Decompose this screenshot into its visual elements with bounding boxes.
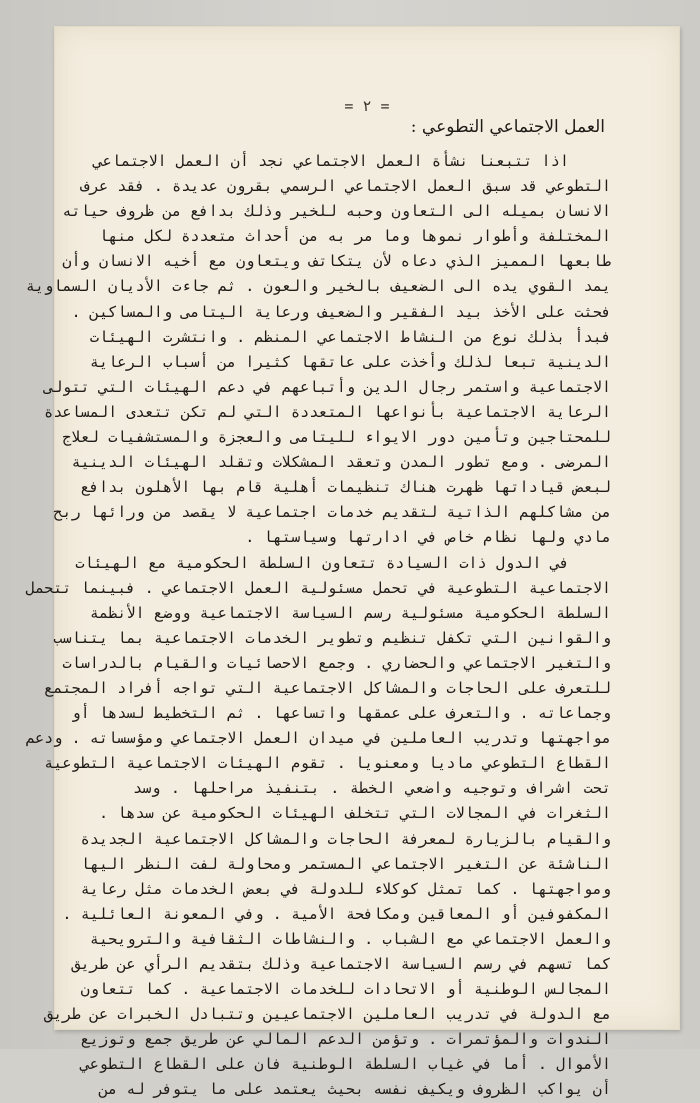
text-line: والتغير الاجتماعي والحضاري . وجمع الاحصائيات والقيام بالدراسات [62, 653, 611, 672]
text-line: المكفوفين أو المعاقين ومكافحة الأمية . وفي المعونة العائلية . [62, 904, 611, 923]
text-line: وجماعاته . والتعرف على عمقها واتساعها . ثم التخطيط لسدها أو [71, 704, 611, 723]
text-line: الاجتماعية التطوعية في تحمل مسئولية العمل الاجتماعي . فبينما تتحمل [25, 578, 611, 597]
text-line: مادي ولها نظام خاص في ادارتها وسياستها . [245, 528, 611, 547]
text-line: مع الدولة في تدريب العاملين الاجتماعيين وتتبادل الخبرات عن طريق [44, 1005, 611, 1024]
text-line: تحت اشراف وتوجيه واضعي الخطة . بتنفيذ مراحلها . وسد [133, 779, 611, 798]
body-text [25, 149, 611, 1103]
text-line: في الدول ذات السيادة تتعاون السلطة الحكومية مع الهيئات [75, 553, 569, 572]
text-line: كما تسهم في رسم السياسة الاجتماعية وذلك بتقديم الرأي عن طريق [71, 955, 611, 973]
text-line: فحثت على الأخذ بيد الفقير والضعيف ورعاية اليتامى والمساكين . [71, 302, 611, 321]
text-line: أن يواكب الظروف ويكيف نفسه بحيث يعتمد على ما يتوفر له من [98, 1080, 611, 1099]
text-line: والعمل الاجتماعي مع الشباب . والنشاطات الثقافية والترويحية [89, 929, 611, 948]
text-line: المرضى . ومع تطور المدن وتعقد المشكلات وتقلد الهيئات الدينية [71, 453, 611, 472]
text-line: اذا تتبعنا نشأة العمل الاجتماعي نجد أن العمل الاجتماعي [93, 152, 569, 170]
section-heading: العمل الاجتماعي التطوعي : [410, 117, 605, 137]
text-line: الندوات والمؤتمرات . وتؤمن الدعم المالي عن طريق جمع وتوزيع [80, 1030, 611, 1049]
text-line: ومواجهتها . كما تمثل كوكلاء للدولة في بعض الخدمات مثل رعاية [80, 879, 611, 898]
text-line: والقوانين التي تكفل تنظيم وتطوير الخدمات الاجتماعية بما يتناسب [53, 628, 611, 647]
text-line: القطاع التطوعي ماديا ومعنويا . تقوم الهيئات الاجتماعية التطوعية [44, 754, 611, 773]
text-line: فبدأ بذلك نوع من النشاط الاجتماعي المنظم . وانتشرت الهيئات [89, 327, 611, 346]
text-line: السلطة الحكومية مسئولية رسم السياسة الاجتماعية ووضع الأنظمة [89, 603, 611, 622]
text-line: للتعرف على الحاجات والمشاكل الاجتماعية التي تواجه أفراد المجتمع [44, 678, 611, 697]
text-line: من مشاكلهم الذاتية لتقديم خدمات اجتماعية لا يقصد من ورائها ربح [53, 503, 611, 522]
text-line: طابعها المميز الذي دعاه لأن يتكاتف ويتعاون مع أخيه الانسان وأن [62, 252, 611, 271]
text-line: التطوعي قد سبق العمل الاجتماعي الرسمي بقرون عديدة . فقد عرف [80, 177, 611, 196]
text-line: الاجتماعية واستمر رجال الدين وأتباعهم في دعم الهيئات التي تتولى [44, 377, 611, 396]
document-page [25, 26, 680, 1099]
text-line: المختلفة وأطوار نموها وما مر به من أحداث متعددة لكل منها [98, 227, 611, 246]
text-line: الدينية تبعا لذلك وأخذت على عاتقها كثيرا من أسباب الرعاية [89, 352, 611, 371]
text-line: والقيام بالزيارة لمعرفة الحاجات والمشاكل الاجتماعية الجديدة [80, 829, 611, 848]
text-line: للمحتاجين وتأمين دور الايواء لليتامى والعجزة والمستشفيات لعلاج [62, 428, 611, 447]
text-line: مواجهتها وتدريب العاملين في ميدان العمل الاجتماعي ومؤسساته . ودعم [25, 729, 611, 748]
text-line: المجالس الوطنية أو الاتحادات للخدمات الاجتماعية . كما تتعاون [80, 980, 611, 999]
text-line: الرعاية الاجتماعية بأنواعها المتعددة التي لم تكن تتعدى المساعدة [44, 402, 611, 421]
text-line: الانسان بميله الى التعاون وحبه للخير وذلك بدافع من ظروف حياته [62, 202, 611, 221]
page-number: = ٢ = [344, 97, 390, 115]
text-line: الثغرات في المجالات التي تتخلف الهيئات الحكومية عن سدها . [98, 804, 611, 823]
text-line: يمد القوي يده الى الضعيف بالخير والعون . ثم جاءت الأديان السماوية [25, 277, 611, 296]
text-line: الناشئة عن التغير الاجتماعي المستمر ومحاولة لفت النظر اليها [80, 854, 611, 873]
text-line: الأموال . أما في غياب السلطة الوطنية فان على القطاع التطوعي [80, 1055, 611, 1074]
text-line: لبعض قياداتها ظهرت هناك تنظيمات أهلية قام بها الأهلون بدافع [80, 478, 611, 497]
